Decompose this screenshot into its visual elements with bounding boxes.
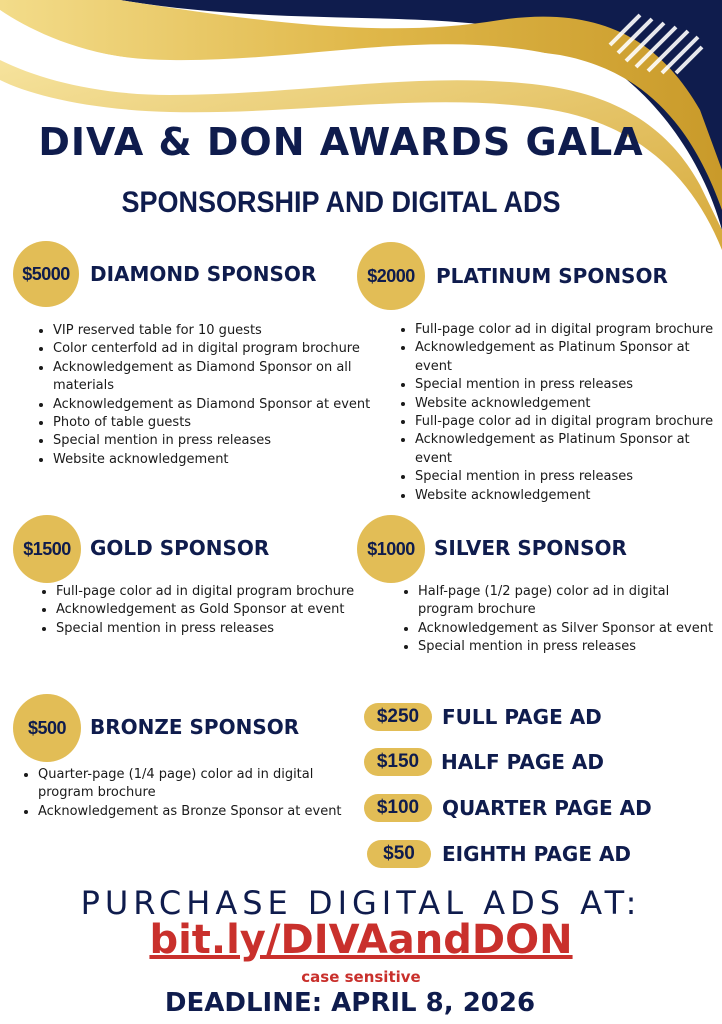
silver-price-circle — [357, 515, 425, 583]
half-page-ad-price-text: $150 — [376, 751, 420, 772]
bronze-sponsor-title: BRONZE SPONSOR — [90, 715, 300, 739]
deadline: DEADLINE: APRIL 8, 2026 — [164, 988, 536, 1018]
list-item: • Half-page (1/2 page) color ad in digital program brochure — [418, 583, 722, 620]
bronze-benefits-list — [18, 766, 350, 821]
list-item: • Website acknowledgement — [415, 395, 721, 413]
list-item: • VIP reserved table for 10 guests — [53, 322, 373, 340]
quarter-page-ad-title: QUARTER PAGE AD — [442, 796, 652, 820]
list-item: • Website acknowledgement — [415, 487, 721, 505]
list-item: • Special mention in press releases — [415, 376, 721, 394]
list-item: • Acknowledgement as Platinum Sponsor at event — [415, 431, 721, 468]
link-note: case sensitive — [301, 968, 421, 986]
list-item: • Acknowledgement as Platinum Sponsor at event — [415, 339, 721, 376]
quarter-page-ad-price — [364, 794, 432, 822]
bronze-price: $500 — [27, 717, 67, 738]
eighth-page-ad-price-text: $50 — [383, 843, 415, 864]
page-title: DIVA & DON AWARDS GALA — [38, 120, 644, 164]
purchase-link[interactable]: bit.ly/DIVAandDON — [149, 917, 573, 963]
platinum-benefits-list — [395, 321, 721, 505]
list-item: • Full-page color ad in digital program brochure — [56, 583, 376, 601]
half-page-ad-price — [364, 748, 432, 776]
gold-price-circle — [13, 515, 81, 583]
list-item: • Acknowledgement as Diamond Sponsor at event — [53, 396, 373, 414]
list-item: • Full-page color ad in digital program brochure — [415, 413, 721, 431]
full-page-ad-title: FULL PAGE AD — [442, 705, 602, 729]
list-item: • Acknowledgement as Gold Sponsor at event — [56, 601, 376, 619]
silver-benefits-list — [398, 583, 722, 657]
silver-price: $1000 — [367, 538, 415, 559]
eighth-page-ad-title: EIGHTH PAGE AD — [442, 842, 632, 866]
platinum-price-circle — [357, 242, 425, 310]
list-item: • Special mention in press releases — [56, 620, 376, 638]
silver-sponsor-title: SILVER SPONSOR — [434, 536, 627, 560]
gold-price: $1500 — [23, 538, 71, 559]
gold-benefits-list — [36, 583, 376, 638]
purchase-label: PURCHASE DIGITAL ADS AT: — [80, 884, 642, 922]
list-item: • Acknowledgement as Diamond Sponsor on all materials — [53, 359, 373, 396]
gold-sponsor-title: GOLD SPONSOR — [90, 536, 270, 560]
bronze-price-circle — [13, 694, 81, 762]
page-subtitle: SPONSORSHIP AND DIGITAL ADS — [121, 186, 561, 219]
diamond-benefits-list — [33, 322, 373, 469]
list-item: • Website acknowledgement — [53, 451, 373, 469]
list-item: • Special mention in press releases — [418, 638, 722, 656]
diamond-sponsor-title: DIAMOND SPONSOR — [90, 262, 317, 286]
platinum-sponsor-title: PLATINUM SPONSOR — [436, 264, 668, 288]
platinum-price: $2000 — [367, 265, 415, 286]
quarter-page-ad-price-text: $100 — [376, 797, 420, 818]
diamond-price-circle — [13, 241, 79, 307]
list-item: • Color centerfold ad in digital program brochure — [53, 340, 373, 358]
half-page-ad-title: HALF PAGE AD — [441, 750, 605, 774]
full-page-ad-price — [364, 703, 432, 731]
list-item: • Quarter-page (1/4 page) color ad in digital program brochure — [38, 766, 350, 803]
list-item: • Photo of table guests — [53, 414, 373, 432]
list-item: • Special mention in press releases — [53, 432, 373, 450]
diamond-price: $5000 — [22, 263, 70, 284]
eighth-page-ad-price — [367, 840, 431, 868]
list-item: • Acknowledgement as Silver Sponsor at event — [418, 620, 722, 638]
full-page-ad-price-text: $250 — [376, 706, 420, 727]
list-item: • Acknowledgement as Bronze Sponsor at event — [38, 803, 350, 821]
list-item: • Special mention in press releases — [415, 468, 721, 486]
list-item: • Full-page color ad in digital program brochure — [415, 321, 721, 339]
